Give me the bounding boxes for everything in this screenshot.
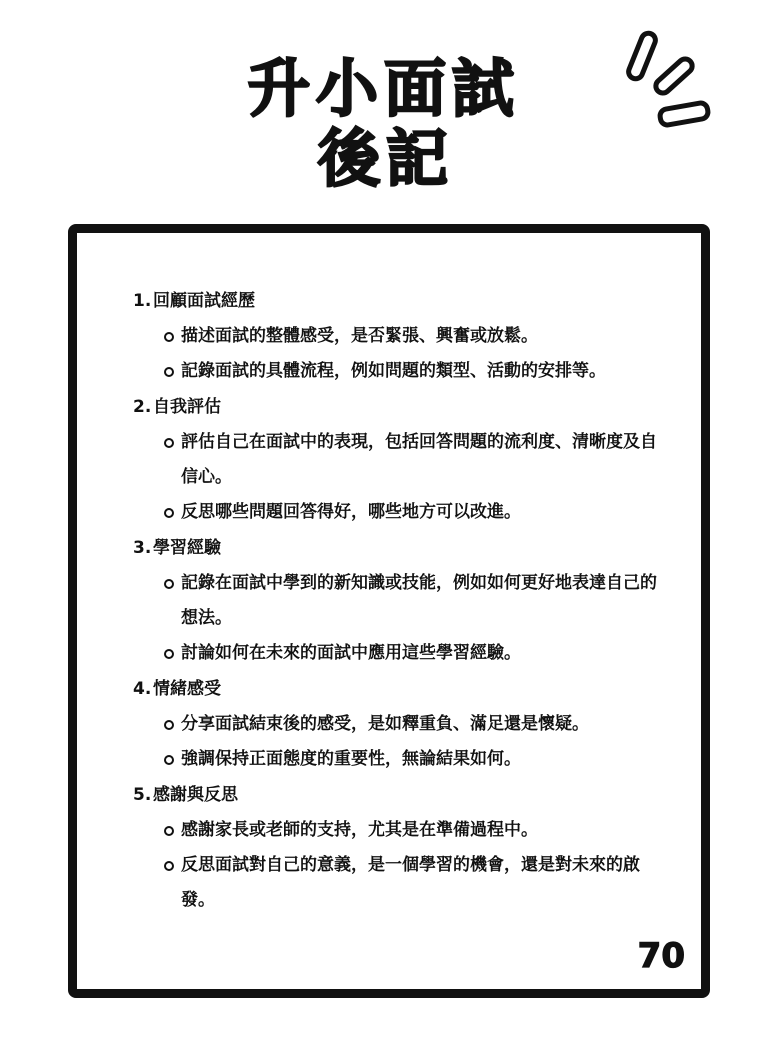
section-number: 5. <box>133 785 152 805</box>
section-list <box>133 283 673 918</box>
section-number: 1. <box>133 291 152 311</box>
section-heading <box>133 671 673 707</box>
section-1 <box>133 283 673 389</box>
title-line-2: 後記 <box>318 122 455 195</box>
section-number: 4. <box>133 679 152 699</box>
section-heading <box>133 389 673 425</box>
burst-lines-icon <box>616 20 716 130</box>
section-2 <box>133 389 673 530</box>
section-title: 自我評估 <box>153 397 221 417</box>
section-title: 感謝與反思 <box>153 785 238 805</box>
section-number: 2. <box>133 397 152 417</box>
section-number: 3. <box>133 538 152 558</box>
bullet-item: 強調保持正面態度的重要性，無論結果如何。 <box>133 742 673 777</box>
page-number: 70 <box>637 936 685 976</box>
bullet-item: 評估自己在面試中的表現，包括回答問題的流利度、清晰度及自信心。 <box>133 425 673 495</box>
bullet-item: 描述面試的整體感受，是否緊張、興奮或放鬆。 <box>133 319 673 354</box>
section-heading <box>133 530 673 566</box>
bullet-item: 討論如何在未來的面試中應用這些學習經驗。 <box>133 636 673 671</box>
bullet-item: 感謝家長或老師的支持，尤其是在準備過程中。 <box>133 813 673 848</box>
section-heading <box>133 283 673 319</box>
bullet-item: 反思面試對自己的意義，是一個學習的機會，還是對未來的啟發。 <box>133 848 673 918</box>
section-3 <box>133 530 673 671</box>
bullet-item: 反思哪些問題回答得好，哪些地方可以改進。 <box>133 495 673 530</box>
bullet-item: 分享面試結束後的感受，是如釋重負、滿足還是懷疑。 <box>133 707 673 742</box>
section-5 <box>133 777 673 918</box>
section-4 <box>133 671 673 777</box>
title-line-1: 升小面試 <box>248 52 521 125</box>
bullet-item: 記錄在面試中學到的新知識或技能，例如如何更好地表達自己的想法。 <box>133 566 673 636</box>
section-title: 情緒感受 <box>153 679 221 699</box>
section-title: 回顧面試經歷 <box>153 291 255 311</box>
content-card <box>68 224 710 998</box>
section-heading <box>133 777 673 813</box>
bullet-item: 記錄面試的具體流程，例如問題的類型、活動的安排等。 <box>133 354 673 389</box>
section-title: 學習經驗 <box>153 538 221 558</box>
